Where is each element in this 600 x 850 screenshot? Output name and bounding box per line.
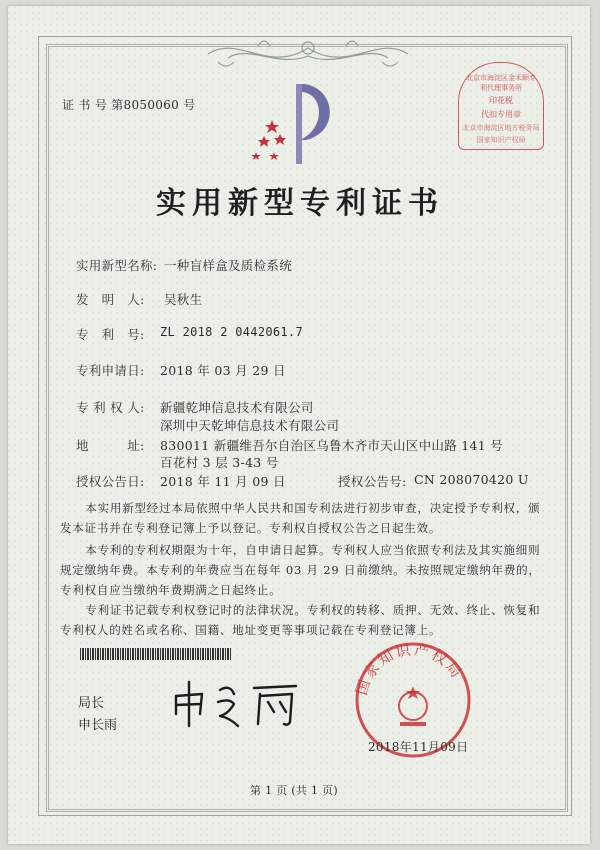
certificate-title: 实用新型专利证书 [156, 186, 444, 221]
patentee-value-1: 新疆乾坤信息技术有限公司 [160, 400, 314, 415]
utility-model-name-label: 实用新型名称: [76, 258, 158, 273]
inventor-label: 发 明 人: [76, 292, 145, 307]
grant-number-label: 授权公告号: [338, 474, 407, 489]
grant-number-value: CN 208070420 U [414, 472, 529, 487]
tax-stamp-bottom: 国家知识产权局 [476, 136, 526, 144]
seal-text: 国家知识产权局 [352, 640, 467, 698]
utility-model-name-value: 一种盲样盒及质检系统 [164, 258, 293, 273]
certificate-number: 证 书 号 第8050060 号 [62, 98, 196, 112]
director-signature [168, 674, 308, 730]
grant-date-label: 授权公告日: [76, 474, 145, 489]
paragraph-3: 专利证书记载专利权登记时的法律状况。专利权的转移、质押、无效、终止、恢复和专利权人的姓名或名称、国籍、地址变更等事项记载在专利登记簿上。 [60, 603, 541, 637]
patentee-value-2: 深圳中天乾坤信息技术有限公司 [160, 418, 340, 433]
patentee-label: 专 利 权 人: [76, 400, 145, 415]
tax-stamp-arc: 北京市海淀区地方税务局 [462, 124, 540, 132]
address-value-1: 830011 新疆维吾尔自治区乌鲁木齐市天山区中山路 141 号 [160, 438, 504, 453]
top-ornament-icon [198, 34, 418, 74]
seal-date: 2018年11月09日 [368, 740, 469, 754]
address-value-2: 百花村 3 层 3-43 号 [160, 455, 279, 470]
grant-date-value: 2018 年 11 月 09 日 [160, 474, 286, 489]
application-date-label: 专利申请日: [76, 363, 145, 378]
application-date-value: 2018 年 03 月 29 日 [160, 363, 286, 378]
page-indicator: 第 1 页 (共 1 页) [250, 784, 338, 797]
paragraph-1: 本实用新型经过本局依照中华人民共和国专利法进行初步审查，决定授予专利权，颁发本证书并在专利登记簿上予以登记。专利权自授权公告之日起生效。 [60, 501, 541, 535]
barcode [80, 648, 232, 660]
director-title: 局长 [78, 696, 105, 711]
patent-number-label: 专 利 号: [76, 327, 145, 342]
tax-stamp-line-3: 代扣专用章 [481, 110, 521, 119]
address-label: 地 址: [76, 438, 145, 453]
tax-stamp [458, 62, 544, 150]
paragraph-2: 本专利的专利权期限为十年，自申请日起算。专利权人应当依照专利法及其实施细则规定缴纳年费。本专利的年费应当在每年 03 月 29 日前缴纳。未按照规定缴纳年费的，专利权自应当缴纳年费期满之日起终止。 [60, 543, 541, 597]
tax-stamp-line-2: 印花税 [489, 96, 513, 105]
patent-number-value: ZL 2018 2 0442061.7 [160, 325, 303, 339]
tax-stamp-line-1: 北京市海淀区金禾顺专利代理事务所 [466, 74, 536, 92]
patent-office-logo-icon [244, 76, 344, 172]
inventor-value: 吴秋生 [164, 292, 203, 307]
director-name: 申长雨 [78, 718, 118, 733]
